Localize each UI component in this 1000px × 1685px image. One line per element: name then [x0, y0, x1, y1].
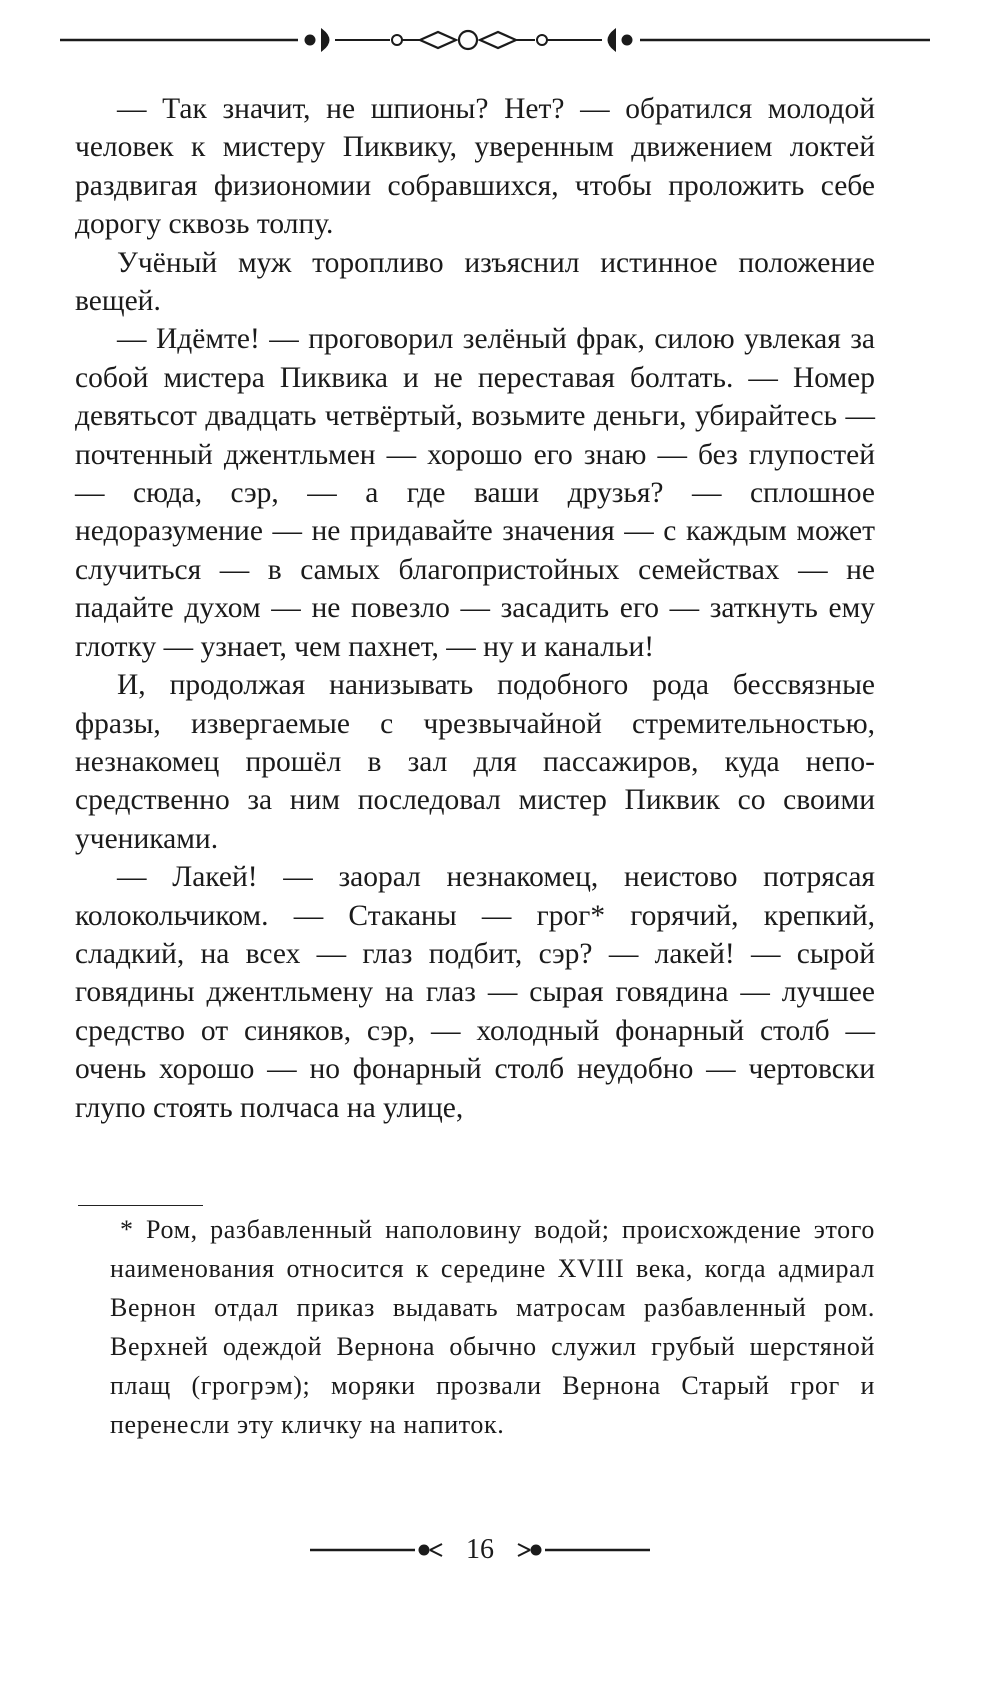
- main-text: [75, 90, 875, 1127]
- paragraph-5: — Лакей! — заорал незнакомец, неистово потрясая колокольчиком. — Стаканы — грог* горячий, крепкий, сладкий, на всех — глаз подбит, сэр? — лакей! — сырой говядины джентльмену на глаз — сырая говядина — лучшее средство от синяков, сэр, — холодный фонарный столб — очень хорошо — но фонарный столб неудобно — чертовски глупо стоять полчаса на улице,: [75, 861, 875, 1124]
- paragraph-2: Учёный муж торопливо изъяснил истинное положение вещей.: [75, 246, 875, 318]
- footnote: [110, 1210, 875, 1444]
- paragraph-4: И, продолжая нанизывать подобного рода бессвязные фразы, извергаемые с чрезвычайной стремительностью, незнакомец прошёл в зал для пассажиров, куда непосредственно за ним последовал мистер Пиквик со своими учениками.: [75, 669, 875, 855]
- paragraph-3: — Идёмте! — проговорил зелёный фрак, силою увлекая за собой мистера Пиквика и не переставая болтать. — Номер девятьсот двадцать четвёртый, возьмите деньги, убирайтесь — почтенный джентльмен — хорошо его знаю — без глупостей — сюда, сэр, — а где ваши друзья? — сплошное недоразумение — не придавайте значения — с каждым может случиться — в самых благопристойных семействах — не падайте духом — не повезло — засадить его — заткнуть ему глотку — узнает, чем пахнет, — ну и канальи!: [75, 323, 875, 663]
- page-number: 16: [466, 1534, 494, 1565]
- footnote-separator: [78, 1205, 203, 1206]
- footnote-text: * Ром, разбавленный наполовину водой; происхождение этого наименования относится к середине XVIII века, когда адмирал Вернон отдал приказ выдавать матросам разбавленный ром. Верхней одеждой Вернона обычно служил грубый шерстяной плащ (грогрэм); моряки прозвали Вернона Старый грог и перенесли эту кличку на напиток.: [110, 1215, 875, 1439]
- page-footer: [300, 1530, 660, 1570]
- header-ornament: [60, 22, 930, 58]
- paragraph-1: — Так значит, не шпионы? Нет? — обратился молодой человек к мистеру Пиквику, уверенным движением локтей раздвигая физиономии собравшихся, чтобы проложить себе дорогу сквозь толпу.: [75, 93, 875, 241]
